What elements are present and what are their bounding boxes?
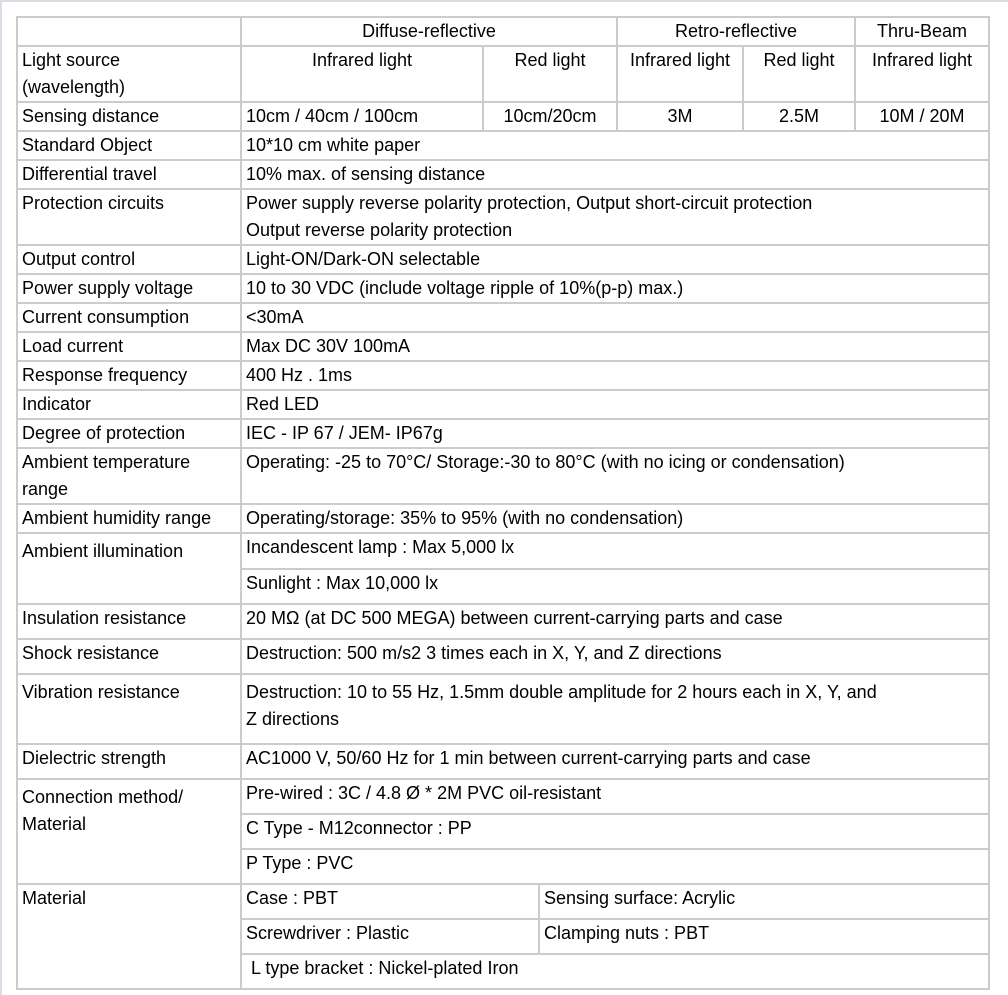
label-material: Material: [17, 884, 241, 989]
specification-table: [16, 16, 990, 990]
label-indicator: Indicator: [17, 390, 241, 419]
row-degree-of-protection: [17, 419, 989, 448]
row-differential-travel: [17, 160, 989, 189]
row-light-source: [17, 46, 989, 102]
label-line: range: [22, 479, 69, 499]
window-frame-left: [0, 0, 2, 995]
label-line: (wavelength): [22, 77, 126, 97]
row-output-control: [17, 245, 989, 274]
value-sensing-retro-infrared: 3M: [617, 102, 743, 131]
header-row-types: [17, 17, 989, 46]
light-source-diffuse-red: Red light: [483, 46, 617, 102]
row-protection-circuits: [17, 189, 989, 245]
value-shock-resistance: Destruction: 500 m/s2 3 times each in X, Y, and Z directions: [241, 639, 989, 674]
material-grid-row: [241, 884, 989, 919]
label-shock-resistance: Shock resistance: [17, 639, 241, 674]
row-current-consumption: [17, 303, 989, 332]
header-retro-reflective: Retro-reflective: [617, 17, 855, 46]
row-response-frequency: [17, 361, 989, 390]
value-dielectric-strength: AC1000 V, 50/60 Hz for 1 min between current-carrying parts and case: [241, 744, 989, 779]
value-protection-circuits: [241, 189, 989, 245]
row-standard-object: [17, 131, 989, 160]
value-output-control: Light-ON/Dark-ON selectable: [241, 245, 989, 274]
label-line: Light source: [22, 50, 121, 70]
label-vibration-resistance: Vibration resistance: [17, 674, 241, 744]
row-insulation-resistance: [17, 604, 989, 639]
row-shock-resistance: [17, 639, 989, 674]
value-standard-object: 10*10 cm white paper: [241, 131, 989, 160]
material-grid-row: [241, 919, 989, 954]
row-connection-prewired: [17, 779, 989, 814]
value-material-sensing-surface: Sensing surface: Acrylic: [544, 888, 736, 908]
label-response-frequency: Response frequency: [17, 361, 241, 390]
value-indicator: Red LED: [241, 390, 989, 419]
value-sensing-diffuse-infrared: 10cm / 40cm / 100cm: [241, 102, 483, 131]
label-light-source: [17, 46, 241, 102]
value-line: Power supply reverse polarity protection, Output short-circuit protection: [246, 193, 813, 213]
light-source-retro-infrared: Infrared light: [617, 46, 743, 102]
row-vibration-resistance: [17, 674, 989, 744]
value-line: Z directions: [246, 709, 340, 729]
value-sensing-diffuse-red: 10cm/20cm: [483, 102, 617, 131]
value-line: Output reverse polarity protection: [246, 220, 513, 240]
label-differential-travel: Differential travel: [17, 160, 241, 189]
light-source-retro-red: Red light: [743, 46, 855, 102]
value-current-consumption: <30mA: [241, 303, 989, 332]
row-ambient-illumination: [17, 533, 989, 569]
value-response-frequency: 400 Hz . 1ms: [241, 361, 989, 390]
value-insulation-resistance: 20 MΩ (at DC 500 MEGA) between current-carrying parts and case: [241, 604, 989, 639]
value-load-current: Max DC 30V 100mA: [241, 332, 989, 361]
header-diffuse-reflective: Diffuse-reflective: [241, 17, 617, 46]
value-sensing-retro-red: 2.5M: [743, 102, 855, 131]
value-sensing-thru-infrared: 10M / 20M: [855, 102, 989, 131]
window-frame-top: [0, 0, 1008, 2]
label-output-control: Output control: [17, 245, 241, 274]
value-differential-travel: 10% max. of sensing distance: [241, 160, 989, 189]
label-standard-object: Standard Object: [17, 131, 241, 160]
label-degree-of-protection: Degree of protection: [17, 419, 241, 448]
header-thru-beam: Thru-Beam: [855, 17, 989, 46]
value-vibration-resistance: [241, 674, 989, 744]
light-source-thru-infrared: Infrared light: [855, 46, 989, 102]
row-dielectric-strength: [17, 744, 989, 779]
label-ambient-illumination: Ambient illumination: [17, 533, 241, 604]
label-power-supply-voltage: Power supply voltage: [17, 274, 241, 303]
value-sunlight: Sunlight : Max 10,000 lx: [241, 569, 989, 604]
value-material-case: Case : PBT: [242, 885, 539, 918]
row-ambient-temperature: [17, 448, 989, 504]
label-line: Material: [22, 814, 87, 834]
value-degree-of-protection: IEC - IP 67 / JEM- IP67g: [241, 419, 989, 448]
row-material-case: [17, 884, 989, 919]
value-ambient-temperature: Operating: -25 to 70°C/ Storage:-30 to 80°C (with no icing or condensation): [241, 448, 989, 504]
value-power-supply-voltage: 10 to 30 VDC (include voltage ripple of 10%(p-p) max.): [241, 274, 989, 303]
value-connection-p-type: P Type : PVC: [241, 849, 989, 884]
label-load-current: Load current: [17, 332, 241, 361]
row-sensing-distance: [17, 102, 989, 131]
row-power-supply-voltage: [17, 274, 989, 303]
label-connection-method: [17, 779, 241, 884]
row-ambient-humidity: [17, 504, 989, 533]
value-connection-c-type: C Type - M12connector : PP: [241, 814, 989, 849]
label-line: Ambient temperature: [22, 452, 191, 472]
label-ambient-humidity: Ambient humidity range: [17, 504, 241, 533]
row-load-current: [17, 332, 989, 361]
label-current-consumption: Current consumption: [17, 303, 241, 332]
value-incandescent-lamp: Incandescent lamp : Max 5,000 lx: [241, 533, 989, 569]
label-line: Connection method/: [22, 787, 184, 807]
header-empty-cell: [17, 17, 241, 46]
value-ambient-humidity: Operating/storage: 35% to 95% (with no condensation): [241, 504, 989, 533]
value-line: Destruction: 10 to 55 Hz, 1.5mm double amplitude for 2 hours each in X, Y, and: [246, 682, 877, 702]
value-material-screwdriver: Screwdriver : Plastic: [242, 920, 539, 953]
row-indicator: [17, 390, 989, 419]
label-protection-circuits: Protection circuits: [17, 189, 241, 245]
label-ambient-temperature: [17, 448, 241, 504]
label-insulation-resistance: Insulation resistance: [17, 604, 241, 639]
value-material-clamping-nuts: Clamping nuts : PBT: [544, 923, 710, 943]
label-sensing-distance: Sensing distance: [17, 102, 241, 131]
value-material-bracket: L type bracket : Nickel-plated Iron: [241, 954, 989, 989]
value-connection-prewired: Pre-wired : 3C / 4.8 Ø * 2M PVC oil-resistant: [241, 779, 989, 814]
label-dielectric-strength: Dielectric strength: [17, 744, 241, 779]
light-source-diffuse-infrared: Infrared light: [241, 46, 483, 102]
